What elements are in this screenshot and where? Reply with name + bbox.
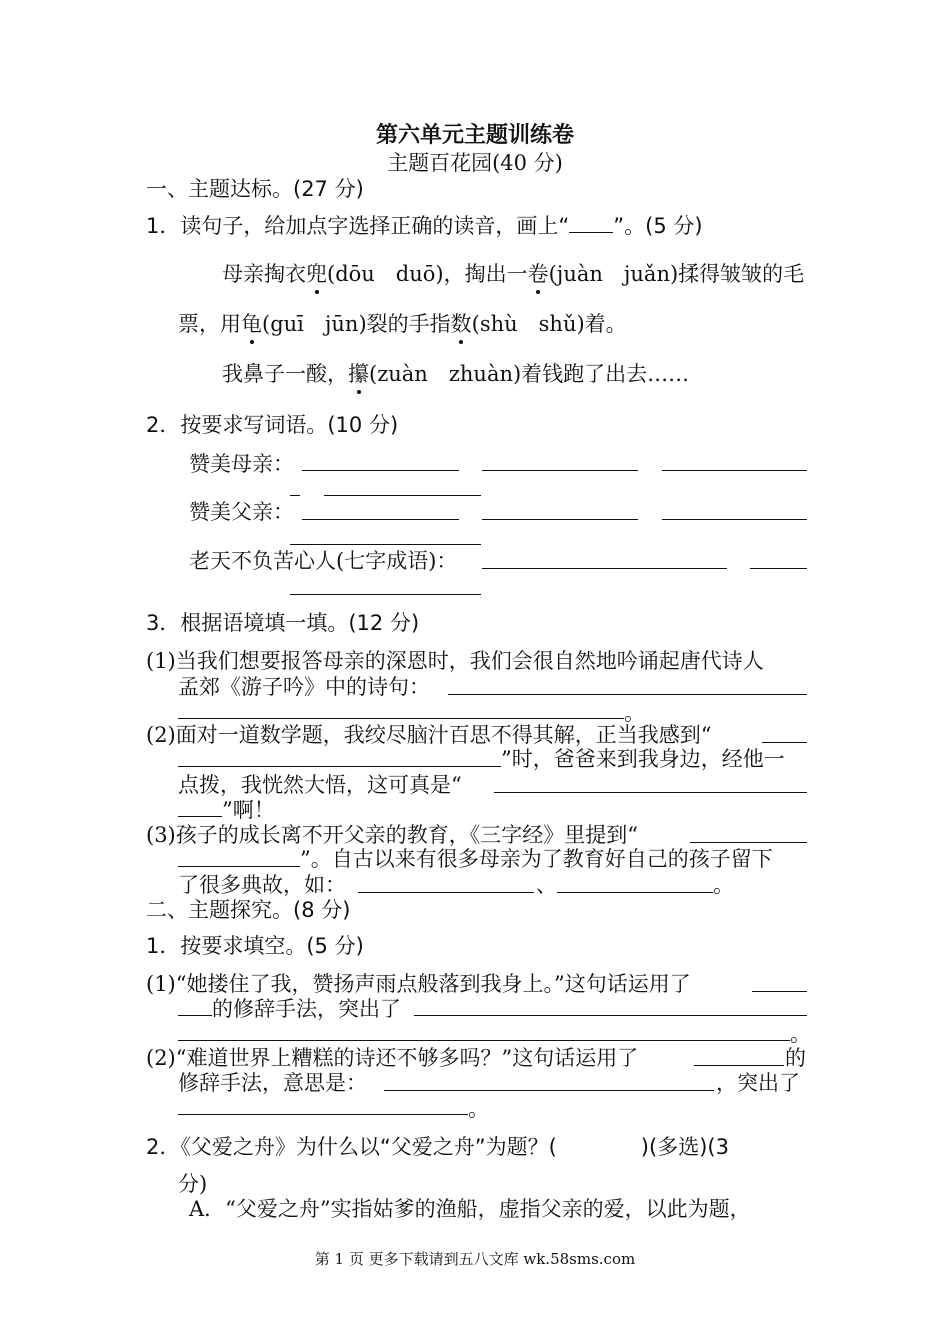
page-title: 第六单元主题训练卷 — [375, 123, 574, 148]
q3-item-3-sep: 、 — [536, 873, 557, 897]
q3-item-2-line-3: 点拨，我恍然大悟，这可真是“ — [178, 773, 462, 797]
q3-item-3-end: 。 — [713, 873, 734, 897]
q4-item-2-line-1: (2)“难道世界上糟糕的诗还不够多吗？”这句话运用了 — [146, 1046, 639, 1070]
q4-item-2-line-2: 修辞手法，意思是： — [178, 1071, 367, 1095]
answer-blank[interactable] — [178, 866, 300, 867]
dotted-char: 兜 — [306, 262, 327, 286]
answer-blank[interactable] — [178, 766, 501, 767]
question-5-label: 2．《父爱之舟》为什么以“父爱之舟”为题？( )(多选)(3 — [146, 1135, 729, 1159]
answer-blank[interactable] — [448, 694, 807, 695]
answer-blank[interactable] — [324, 495, 481, 496]
q4-item-2-de: 的 — [785, 1046, 806, 1070]
dotted-char: 卷 — [527, 262, 549, 286]
section-heading-1: 一、主题达标。(27 分) — [146, 177, 364, 201]
answer-blank[interactable] — [358, 892, 534, 893]
q3-item-2-end: ”啊！ — [222, 798, 275, 822]
answer-blank[interactable] — [752, 991, 807, 992]
question-3-label: 3．根据语境填一填。(12 分) — [146, 611, 420, 635]
answer-blank[interactable] — [414, 1015, 807, 1016]
q4-item-2-highlight: ，突出了 — [716, 1071, 800, 1095]
q4-item-1-line-2: 的修辞手法，突出了 — [212, 997, 401, 1021]
page-footer: 第 1 页 更多下载请到五八文库 wk.58sms.com — [314, 1250, 636, 1268]
dotted-char: 数 — [450, 312, 472, 336]
q4-item-2-end: 。 — [468, 1097, 489, 1121]
q4-item-1-end: 。 — [790, 1022, 811, 1046]
answer-blank[interactable] — [178, 1040, 790, 1041]
answer-blank[interactable] — [569, 212, 613, 233]
q3-item-1-line-1: (1)当我们想要报答母亲的深恩时，我们会很自然地吟诵起唐代诗人 — [146, 649, 764, 673]
page-subtitle: 主题百花园(40 分) — [387, 151, 563, 175]
answer-blank[interactable] — [290, 495, 300, 496]
answer-blank[interactable] — [762, 742, 807, 743]
question-1-line-2: 票，用龟(guī jūn)裂的手指数(shù shǔ)着。 — [178, 312, 627, 336]
question-1-label: 1．读句子，给加点字选择正确的读音，画上“ ”。(5 分) — [146, 214, 703, 238]
q4-item-1-line-1: (1)“她搂住了我，赞扬声雨点般落到我身上。”这句话运用了 — [146, 972, 691, 996]
q3-item-2-line-1: (2)面对一道数学题，我绞尽脑汁百思不得其解，正当我感到“ — [146, 723, 712, 747]
answer-blank[interactable] — [662, 470, 807, 471]
answer-blank[interactable] — [662, 519, 807, 520]
question-1-line-3: 我鼻子一酸，攥(zuàn zhuàn)着钱跑了出去…… — [222, 362, 690, 386]
q3-item-1-line-2: 孟郊《游子吟》中的诗句： — [178, 675, 430, 699]
q3-item-2-line-2: ”时，爸爸来到我身边，经他一 — [501, 747, 785, 771]
dotted-char: 龟 — [241, 312, 262, 336]
answer-blank[interactable] — [290, 594, 481, 595]
answer-blank[interactable] — [302, 470, 459, 471]
answer-blank[interactable] — [178, 718, 624, 719]
praise-father-label: 赞美父亲： — [189, 500, 294, 524]
q3-item-3-line-1: (3)孩子的成长离不开父亲的教育，《三字经》里提到“ — [146, 823, 638, 847]
dotted-char: 攥 — [348, 362, 369, 386]
q3-item-3-line-2: ”。自古以来有很多母亲为了教育好自己的孩子留下 — [300, 847, 773, 871]
answer-blank[interactable] — [557, 892, 713, 893]
answer-blank[interactable] — [178, 1114, 468, 1115]
answer-blank[interactable] — [482, 519, 638, 520]
praise-mother-label: 赞美母亲： — [189, 452, 294, 476]
q3-item-3-line-3: 了很多典故，如： — [178, 873, 346, 897]
answer-blank[interactable] — [690, 842, 807, 843]
answer-blank[interactable] — [694, 1065, 784, 1066]
answer-blank[interactable] — [750, 568, 807, 569]
answer-blank[interactable] — [482, 470, 638, 471]
question-1-line-1: 母亲掏衣兜(dōu duō)，掏出一卷(juàn juǎn)揉得皱皱的毛 — [222, 262, 805, 286]
answer-blank[interactable] — [494, 792, 807, 793]
section-heading-2: 二、主题探究。(8 分) — [146, 898, 351, 922]
question-4-label: 1．按要求填空。(5 分) — [146, 934, 364, 958]
idiom-label: 老天不负苦心人(七字成语)： — [189, 549, 458, 573]
answer-blank[interactable] — [178, 1015, 212, 1016]
question-2-label: 2．按要求写词语。(10 分) — [146, 413, 399, 437]
answer-blank[interactable] — [178, 816, 222, 817]
question-5-label-cont: 分) — [178, 1172, 208, 1196]
answer-blank[interactable] — [290, 544, 481, 545]
answer-blank[interactable] — [384, 1090, 714, 1091]
q3-item-1-end: 。 — [624, 701, 645, 725]
option-a: A．“父爱之舟”实指姑爹的渔船，虚指父亲的爱，以此为题， — [189, 1197, 751, 1221]
answer-blank[interactable] — [302, 519, 459, 520]
answer-blank[interactable] — [482, 568, 727, 569]
